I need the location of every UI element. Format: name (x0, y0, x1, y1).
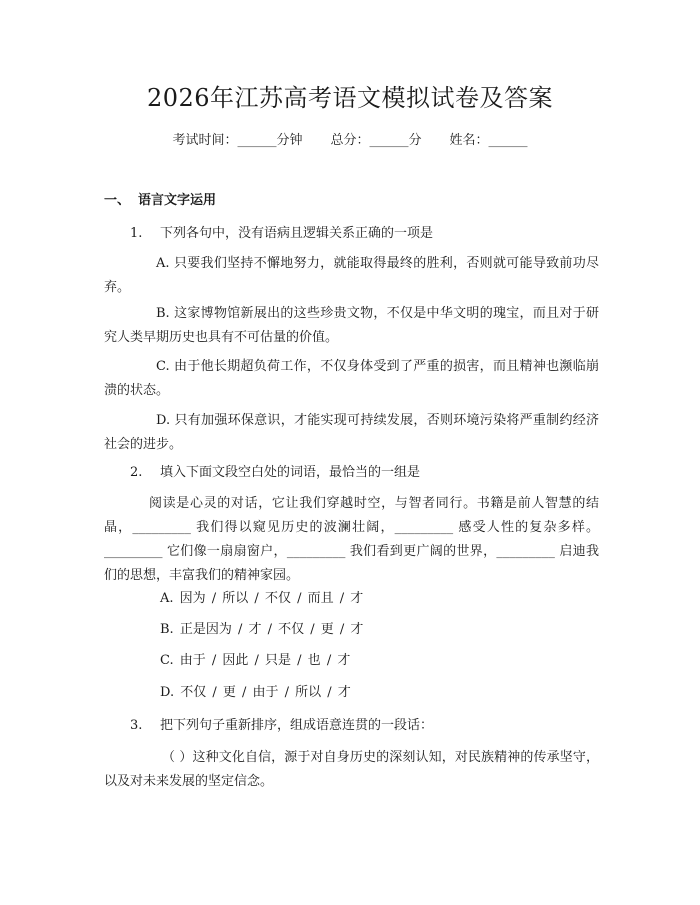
exam-info-row (0, 131, 700, 151)
section-title: 语言文字运用 (138, 193, 217, 208)
question-2-option-c: C. 由于 / 因此 / 只是 / 也 / 才 (160, 653, 351, 668)
question-2-option-a: A. 因为 / 所以 / 不仅 / 而且 / 才 (160, 591, 364, 606)
question-text: 下列各句中，没有语病且逻辑关系正确的一项是 (160, 226, 434, 241)
question-number: 1. (130, 226, 143, 241)
question-text: 填入下面文段空白处的词语，最恰当的一组是 (160, 465, 421, 480)
question-1-option-a: A. 只要我们坚持不懈地努力，就能取得最终的胜利，否则就可能导致前功尽弃。 (104, 256, 599, 295)
question-1-option-b: B. 这家博物馆新展出的这些珍贵文物，不仅是中华文明的瑰宝，而且对于研究人类早期历史也具有不可估量的价值。 (104, 306, 599, 345)
question-2-stem (104, 461, 599, 485)
total-score-field: 总分：______分 (330, 133, 422, 148)
question-2-option-b: B. 正是因为 / 才 / 不仅 / 更 / 才 (160, 622, 364, 637)
section-heading (104, 191, 216, 211)
question-1-stem (104, 222, 599, 246)
student-name-field: 姓名：______ (449, 133, 528, 148)
question-number: 3. (130, 718, 143, 733)
exam-title: 2026年江苏高考语文模拟试卷及答案 (146, 84, 554, 112)
question-3-stem (104, 714, 599, 738)
question-1-option-d: D. 只有加强环保意识，才能实现可持续发展，否则环境污染将严重制约经济社会的进步。 (104, 413, 599, 452)
question-text: 把下列句子重新排序，组成语意连贯的一段话： (160, 718, 434, 733)
exam-time-field: 考试时间：______分钟 (172, 133, 303, 148)
question-2-option-d: D. 不仅 / 更 / 由于 / 所以 / 才 (160, 685, 351, 700)
question-1-option-c: C. 由于他长期超负荷工作，不仅身体受到了严重的损害，而且精神也濒临崩溃的状态。 (104, 359, 599, 398)
question-2-passage: 阅读是心灵的对话，它让我们穿越时空，与智者同行。书籍是前人智慧的结晶，_________ 我们得以窥见历史的波澜壮阔，_________ 感受人性的复杂多样。_________ 它们像一扇扇窗户，_________ 我们看到更广阔的世界，_________ 启迪我们的思想，丰富我们的精神家园。 (104, 496, 599, 583)
question-3-sentence: （ ）这种文化自信，源于对自身历史的深刻认知，对民族精神的传承坚守，以及对未来发展的坚定信念。 (104, 750, 599, 789)
question-number: 2. (130, 465, 143, 480)
section-number: 一、 (104, 193, 131, 208)
